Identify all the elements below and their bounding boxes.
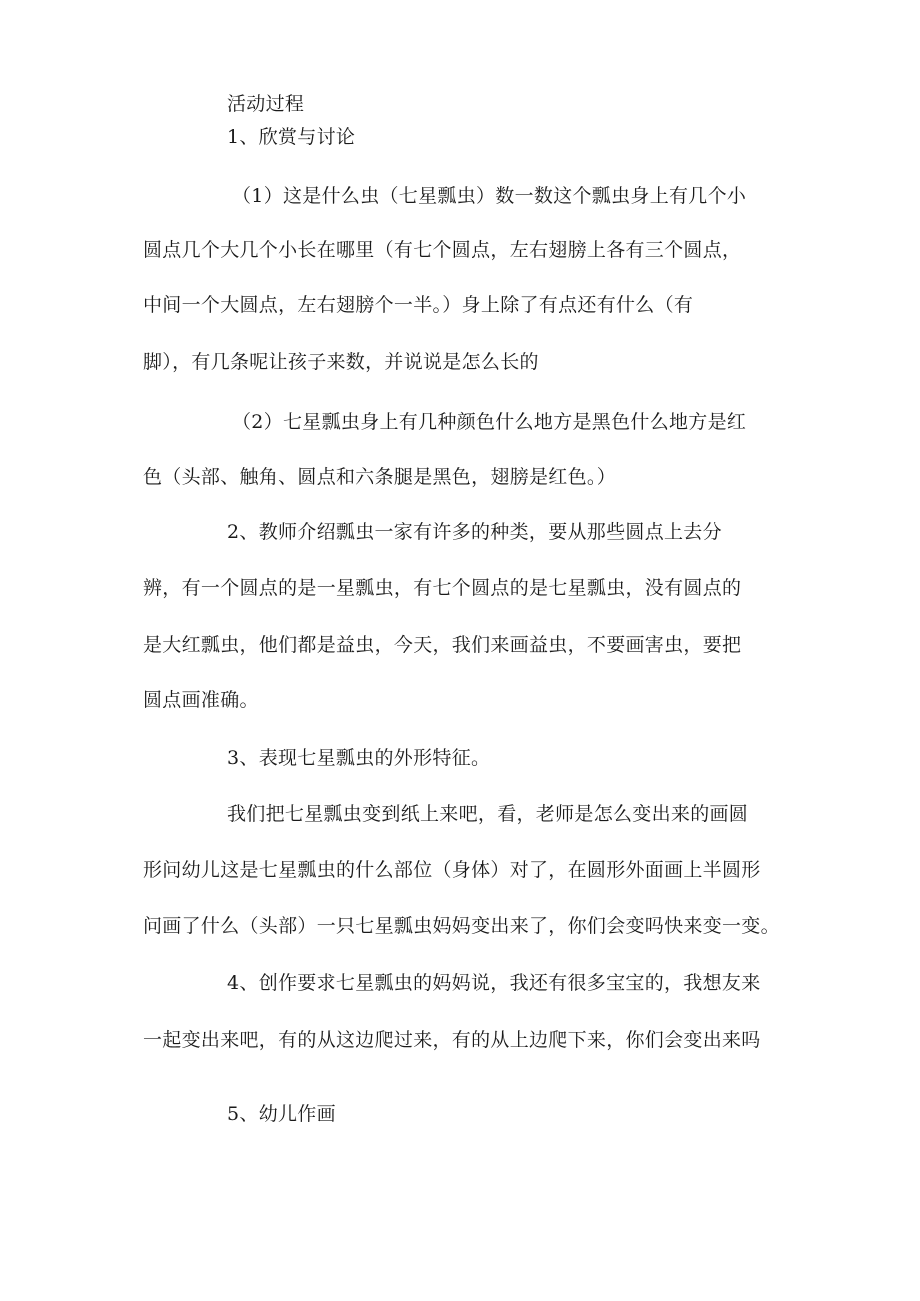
paragraph-4-line-1: 我们把七星瓢虫变到纸上来吧，看，老师是怎么变出来的画圆 xyxy=(227,803,749,825)
paragraph-1-line-2: 圆点几个大几个小长在哪里（有七个圆点，左右翅膀上各有三个圆点， xyxy=(143,239,742,261)
paragraph-1-line-3: 中间一个大圆点，左右翅膀个一半。）身上除了有点还有什么（有 xyxy=(143,294,694,316)
paragraph-3-line-3: 是大红瓢虫，他们都是益虫，今天，我们来画益虫，不要画害虫，要把 xyxy=(143,634,742,656)
paragraph-4-line-2: 形问幼儿这是七星瓢虫的什么部位（身体）对了，在圆形外面画上半圆形 xyxy=(143,859,761,881)
paragraph-2-line-2: 色（头部、触角、圆点和六条腿是黑色，翅膀是红色。） xyxy=(143,466,617,488)
heading-5: 5、幼儿作画 xyxy=(227,1103,336,1125)
paragraph-3-line-2: 辨，有一个圆点的是一星瓢虫，有七个圆点的是七星瓢虫，没有圆点的 xyxy=(143,577,742,599)
paragraph-1-line-4: 脚），有几条呢让孩子来数，并说说是怎么长的 xyxy=(143,351,539,373)
paragraph-5-line-2: 一起变出来吧，有的从这边爬过来，有的从上边爬下来，你们会变出来吗 xyxy=(143,1029,761,1051)
heading-3: 3、表现七星瓢虫的外形特征。 xyxy=(227,747,491,769)
paragraph-1-line-1: （1）这是什么虫（七星瓢虫）数一数这个瓢虫身上有几个小 xyxy=(232,185,747,207)
paragraph-4-line-3: 问画了什么（头部）一只七星瓢虫妈妈变出来了，你们会变吗快来变一变。 xyxy=(143,915,780,937)
section-title: 活动过程 xyxy=(227,93,305,115)
heading-1: 1、欣赏与讨论 xyxy=(227,126,356,148)
paragraph-5-line-1: 4、创作要求七星瓢虫的妈妈说，我还有很多宝宝的，我想友来 xyxy=(227,972,761,994)
paragraph-3-line-1: 2、教师介绍瓢虫一家有许多的种类，要从那些圆点上去分 xyxy=(227,521,722,543)
paragraph-2-line-1: （2）七星瓢虫身上有几种颜色什么地方是黑色什么地方是红 xyxy=(232,411,747,433)
paragraph-3-line-4: 圆点画准确。 xyxy=(143,689,259,711)
